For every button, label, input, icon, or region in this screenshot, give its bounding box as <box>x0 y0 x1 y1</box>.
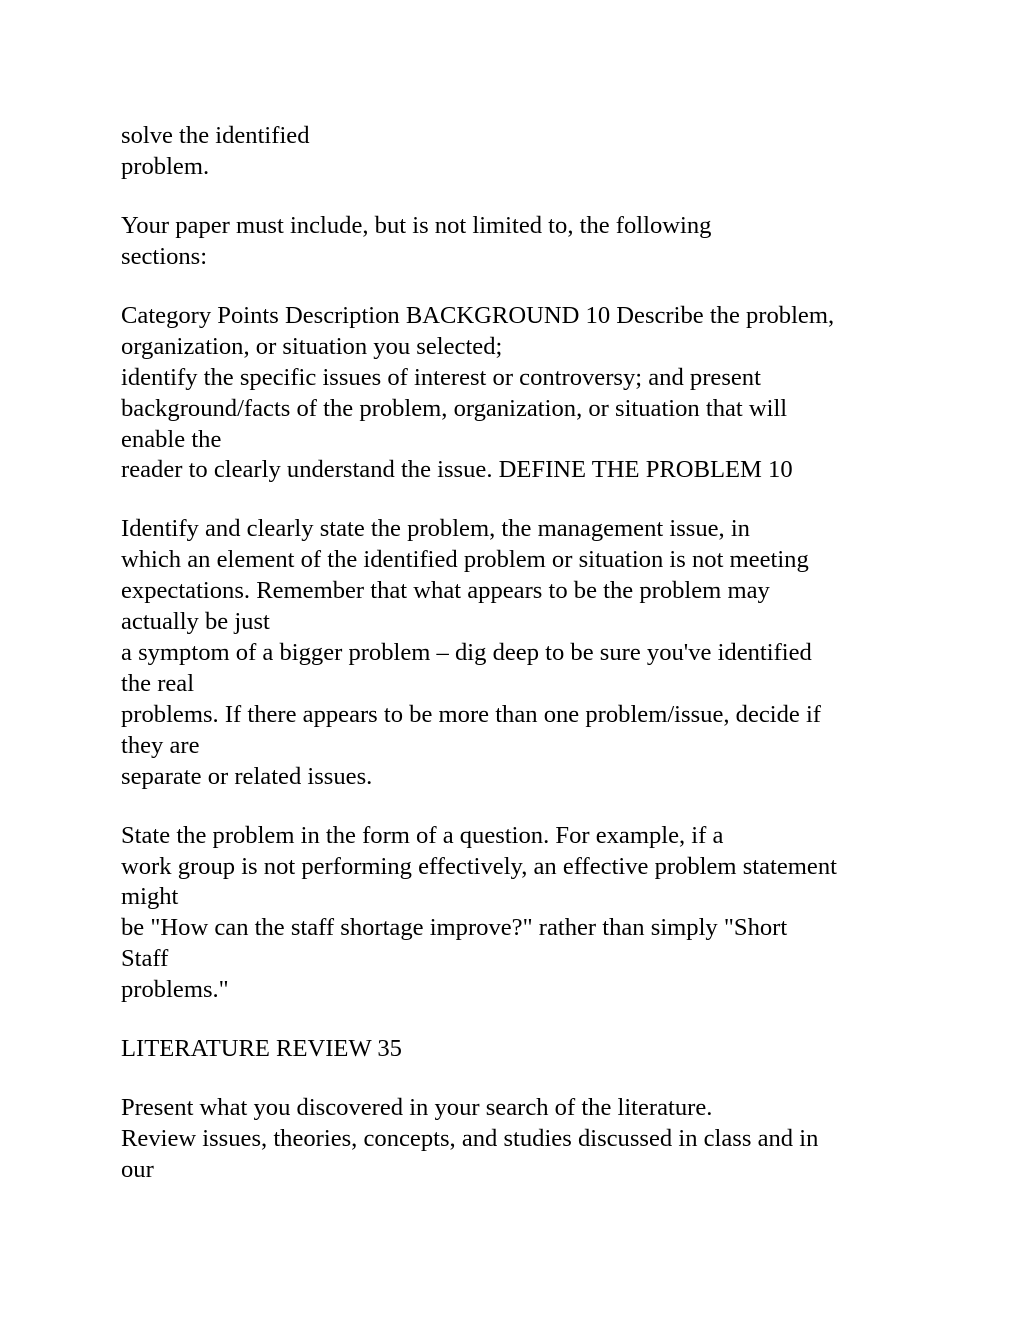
paragraph-7 <box>121 1093 921 1186</box>
text-line: State the problem in the form of a question. For example, if a <box>121 821 724 849</box>
text-line: background/facts of the problem, organization, or situation that will <box>121 394 788 422</box>
text-line: our <box>121 1156 154 1184</box>
text-line: reader to clearly understand the issue. DEFINE THE PROBLEM 10 <box>121 456 793 484</box>
text-line: be "How can the staff shortage improve?" rather than simply "Short <box>121 914 788 942</box>
text-line: they are <box>121 731 200 759</box>
text-line: Your paper must include, but is not limited to, the following <box>121 211 712 239</box>
text-line: identify the specific issues of interest or controversy; and present <box>121 363 761 391</box>
text-line: Staff <box>121 945 169 973</box>
text-line: problems. If there appears to be more than one problem/issue, decide if <box>121 700 821 728</box>
text-line: problem. <box>121 152 210 180</box>
text-line: work group is not performing effectively, an effective problem statement <box>121 852 837 880</box>
paragraph-1 <box>121 121 921 183</box>
text-line: LITERATURE REVIEW 35 <box>121 1035 402 1063</box>
paragraph-3 <box>121 301 921 486</box>
paragraph-4 <box>121 514 921 792</box>
section-heading <box>121 1034 921 1065</box>
text-line: Review issues, theories, concepts, and studies discussed in class and in <box>121 1125 819 1153</box>
paragraph-5 <box>121 821 921 1006</box>
text-line: sections: <box>121 242 208 270</box>
text-line: Category Points Description BACKGROUND 10 Describe the problem, <box>121 301 835 329</box>
text-line: a symptom of a bigger problem – dig deep to be sure you've identified <box>121 639 812 667</box>
text-line: actually be just <box>121 608 270 636</box>
document-page <box>121 121 921 1214</box>
text-line: solve the identified <box>121 122 310 149</box>
text-line: separate or related issues. <box>121 762 373 790</box>
text-line: expectations. Remember that what appears to be the problem may <box>121 577 770 605</box>
text-line: the real <box>121 669 195 697</box>
text-line: organization, or situation you selected; <box>121 332 503 360</box>
text-line: which an element of the identified problem or situation is not meeting <box>121 546 809 574</box>
text-line: enable the <box>121 425 222 453</box>
text-line: Identify and clearly state the problem, the management issue, in <box>121 515 750 543</box>
text-line: might <box>121 883 179 911</box>
text-line: Present what you discovered in your search of the literature. <box>121 1094 713 1122</box>
paragraph-2 <box>121 211 921 273</box>
text-line: problems." <box>121 976 229 1004</box>
